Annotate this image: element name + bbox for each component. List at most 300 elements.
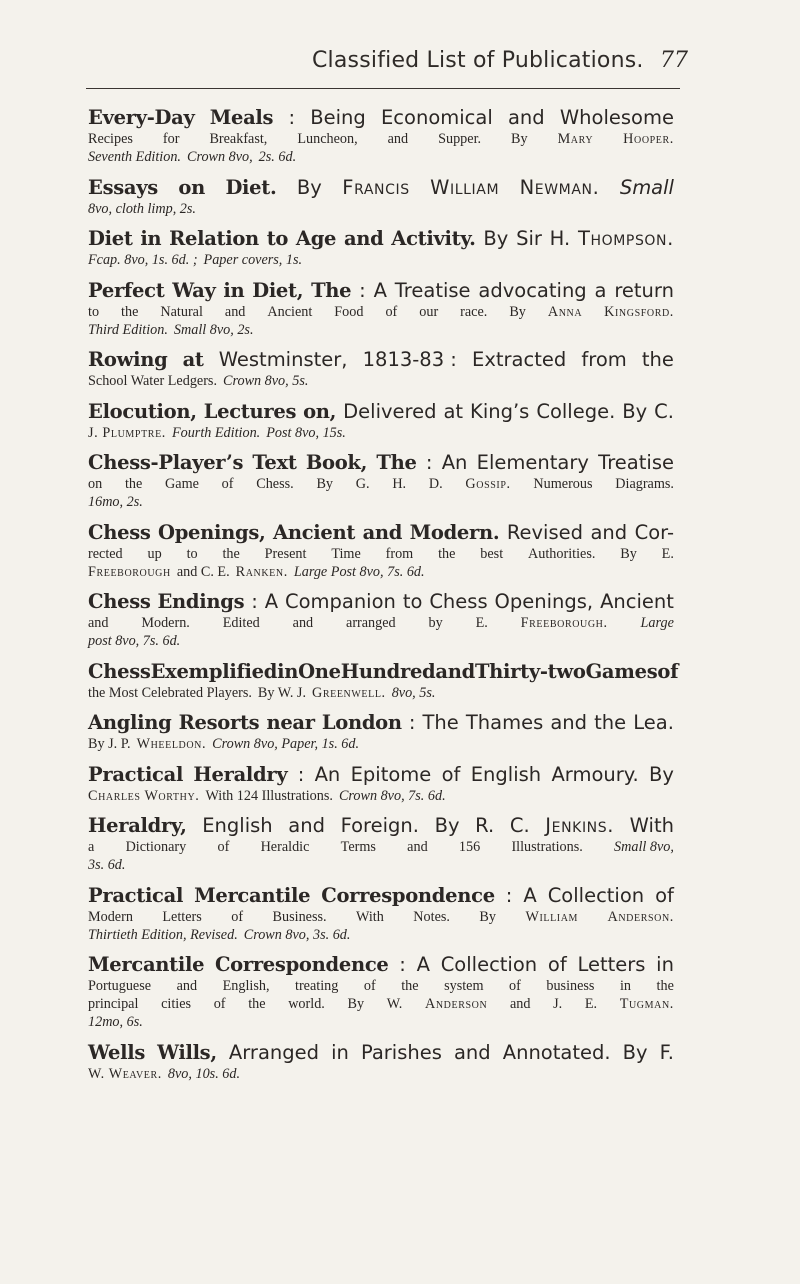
- entry-word: and: [507, 106, 545, 129]
- entry-word: F.: [659, 1040, 674, 1064]
- title-word: Diet: [88, 227, 133, 250]
- entry-word: Ranken.: [235, 563, 288, 580]
- entry-word: Sir: [516, 227, 542, 250]
- title-word: Correspondence: [321, 883, 495, 907]
- entry-word: Small: [619, 175, 674, 199]
- publication-entry: [88, 400, 674, 442]
- entry-word: Modern.: [141, 615, 190, 631]
- entry-word: Collection: [440, 953, 538, 976]
- entry-word: Thirtieth Edition, Revised.: [88, 926, 238, 943]
- entry-word: Tugman.: [619, 996, 674, 1012]
- title-word: The: [376, 451, 417, 474]
- entry-word: Collection: [547, 883, 645, 907]
- entry-word: Natural: [160, 303, 203, 320]
- entry-word: the: [248, 996, 266, 1012]
- entry-heading-line: [88, 279, 674, 303]
- entry-word: Numerous: [533, 476, 593, 492]
- entry-word: Time: [331, 545, 361, 562]
- entry-word: Hooper.: [623, 131, 674, 147]
- title-word: Every-Day: [88, 106, 195, 129]
- entry-word: Seventh Edition.: [88, 149, 181, 165]
- title-word: Lectures: [203, 399, 297, 423]
- entry-word: Crown 8vo, 5s.: [223, 373, 309, 389]
- entry-word: and: [224, 303, 246, 320]
- title-word: to: [266, 227, 289, 250]
- entry-word: Thompson.: [577, 227, 674, 250]
- entry-word: Crown 8vo,: [186, 149, 253, 165]
- entry-word: the: [438, 545, 456, 562]
- entry-word: Post 8vo, 15s.: [266, 424, 346, 441]
- entry-detail-line: [88, 838, 674, 856]
- entry-word: Jenkins.: [545, 814, 615, 837]
- entry-word: Treatise: [598, 451, 674, 474]
- entry-word: By: [434, 814, 460, 837]
- publication-entry: [88, 176, 674, 218]
- entry-word: :: [288, 106, 296, 129]
- entry-word: Fcap. 8vo, 1s. 6d. ;: [88, 252, 198, 268]
- entry-word: Authorities.: [528, 545, 596, 562]
- entry-word: 1813-83 :: [362, 348, 457, 371]
- entry-word: Crown 8vo, 3s. 6d.: [243, 926, 351, 943]
- entry-detail-line: [88, 303, 674, 321]
- entry-word: H.: [392, 476, 407, 492]
- entry-word: Illustrations.: [511, 839, 583, 855]
- entry-word: principal: [88, 996, 139, 1012]
- entry-word: English: [470, 762, 542, 786]
- entry-word: to: [88, 303, 100, 320]
- entry-word: A: [523, 883, 537, 907]
- entry-word: Anderson.: [607, 908, 674, 925]
- entry-word: and: [407, 839, 428, 855]
- entry-word: Newman.: [519, 175, 600, 199]
- title-word: Diet.: [225, 175, 277, 199]
- title-word: Perfect: [88, 278, 165, 302]
- entry-word: Food: [334, 303, 364, 320]
- entry-word: 3s. 6d.: [88, 857, 126, 873]
- running-title: Classified List of Publications.: [312, 48, 644, 73]
- entry-word: Crown 8vo, 7s. 6d.: [338, 787, 446, 804]
- entry-word: By J. P.: [88, 736, 131, 752]
- entry-word: A: [264, 590, 279, 613]
- title-word: Mercantile: [194, 883, 311, 907]
- entry-word: system: [444, 978, 484, 994]
- entry-heading-line: [88, 176, 674, 200]
- entry-word: By: [483, 227, 509, 250]
- entry-word: of: [547, 953, 567, 976]
- entry-word: By: [622, 1040, 648, 1064]
- entry-word: the: [222, 545, 240, 562]
- entry-word: Thames: [465, 711, 544, 734]
- entry-word: the: [641, 348, 674, 371]
- entry-word: of: [363, 978, 376, 994]
- entry-word: Companion: [284, 590, 396, 613]
- publication-list: [88, 106, 679, 1092]
- title-word: Activity.: [391, 227, 476, 250]
- entry-word: With: [629, 814, 674, 837]
- title-word: near: [266, 711, 315, 734]
- entry-word: Notes.: [413, 908, 450, 925]
- entry-detail-line: [88, 856, 674, 874]
- entry-word: English,: [222, 978, 270, 994]
- page-number: 77: [660, 48, 688, 73]
- entry-word: Letters: [162, 908, 202, 925]
- entry-word: for: [162, 131, 180, 147]
- entry-word: William: [430, 175, 500, 199]
- title-word: Endings: [157, 590, 245, 613]
- entry-heading-line: [88, 348, 674, 372]
- entry-word: Game: [165, 476, 199, 492]
- entry-word: King’s: [470, 399, 530, 423]
- entry-word: Kingsford.: [604, 303, 674, 320]
- entry-word: of: [441, 762, 461, 786]
- title-word: Games: [585, 659, 658, 683]
- entry-word: By: [296, 175, 322, 199]
- entry-word: Large Post 8vo, 7s. 6d.: [293, 563, 425, 580]
- entry-word: R.: [475, 814, 495, 837]
- entry-detail-line: [88, 787, 674, 805]
- publication-entry: [88, 106, 674, 166]
- entry-word: By: [649, 762, 674, 786]
- title-word: One: [298, 659, 341, 683]
- title-word: Chess: [88, 520, 151, 544]
- entry-detail-line: [88, 321, 674, 339]
- title-word: Chess: [88, 659, 151, 683]
- title-word: on,: [303, 399, 337, 423]
- entry-word: :: [425, 451, 433, 474]
- entry-word: Dictionary: [125, 839, 187, 855]
- publication-entry: [88, 884, 674, 944]
- entry-word: Freeborough.: [520, 615, 608, 631]
- entry-word: J.: [553, 996, 563, 1012]
- entry-word: School Water Ledgers.: [88, 373, 218, 389]
- entry-word: Chess: [429, 590, 488, 613]
- entry-word: Westminster,: [218, 348, 348, 371]
- entry-detail-line: [88, 251, 674, 269]
- entry-word: the: [656, 978, 674, 994]
- entry-word: from: [581, 348, 627, 371]
- entry-word: By: [479, 908, 496, 925]
- title-word: and: [343, 227, 384, 250]
- entry-word: 8vo, cloth limp, 2s.: [88, 200, 196, 217]
- entry-word: the: [594, 711, 627, 734]
- title-word: Exemplified: [150, 659, 278, 683]
- entry-word: :: [297, 762, 305, 786]
- entry-word: :: [359, 278, 366, 302]
- entry-word: Small 8vo,: [614, 839, 674, 855]
- entry-detail-line: [88, 684, 674, 702]
- title-word: and: [362, 520, 403, 544]
- title-word: Diet,: [252, 278, 304, 302]
- title-word: Elocution,: [88, 399, 197, 423]
- entry-word: the: [401, 978, 419, 994]
- title-word: Way: [172, 278, 216, 302]
- entry-detail-line: [88, 735, 674, 753]
- entry-word: post 8vo, 7s. 6d.: [88, 633, 181, 649]
- entry-word: Delivered: [343, 399, 437, 423]
- entry-word: By: [509, 303, 526, 320]
- title-word: Rowing: [88, 348, 168, 371]
- entry-word: By: [511, 131, 528, 147]
- page-header: [86, 48, 688, 84]
- entry-word: Economical: [380, 106, 493, 129]
- entry-detail-line: [88, 614, 674, 632]
- title-word: Meals: [209, 106, 274, 129]
- entry-word: and: [88, 615, 109, 631]
- publication-entry: [88, 521, 674, 581]
- entry-word: Freeborough: [88, 563, 171, 580]
- entry-heading-line: [88, 227, 674, 251]
- entry-word: Wheeldon.: [136, 736, 207, 752]
- entry-word: and: [550, 711, 588, 734]
- entry-heading-line: [88, 711, 674, 735]
- entry-word: H.: [549, 227, 571, 250]
- entry-word: Arranged: [228, 1040, 320, 1064]
- entry-word: Large: [640, 615, 674, 631]
- title-word: Wills,: [157, 1040, 217, 1064]
- entry-detail-line: [88, 475, 674, 493]
- entry-word: E.: [661, 545, 674, 562]
- publication-entry: [88, 279, 674, 339]
- entry-word: D.: [428, 476, 443, 492]
- entry-word: Diagrams.: [615, 476, 674, 492]
- entry-word: :: [505, 883, 513, 907]
- entry-word: 16mo, 2s.: [88, 494, 143, 510]
- entry-word: :: [408, 711, 416, 734]
- entry-word: Terms: [340, 839, 376, 855]
- entry-word: 156: [458, 839, 481, 855]
- entry-heading-line: [88, 590, 674, 614]
- entry-word: 12mo, 6s.: [88, 1014, 143, 1030]
- entry-word: Greenwell.: [312, 684, 386, 701]
- entry-word: business: [546, 978, 595, 994]
- entry-word: the: [124, 476, 143, 492]
- entry-word: treating: [295, 978, 339, 994]
- entry-word: C.: [654, 399, 674, 423]
- entry-word: Chess.: [256, 476, 294, 492]
- entry-heading-line: [88, 884, 674, 908]
- entry-word: Paper covers, 1s.: [203, 252, 303, 268]
- entry-word: An: [314, 762, 341, 786]
- entry-word: Supper.: [438, 131, 482, 147]
- entry-word: of: [217, 839, 230, 855]
- entry-word: Ancient: [267, 303, 313, 320]
- entry-word: to: [186, 545, 198, 562]
- entry-word: Charles Worthy.: [88, 787, 200, 804]
- entry-word: E.: [475, 615, 488, 631]
- entry-word: Mary: [557, 131, 594, 147]
- entry-word: Openings,: [494, 590, 594, 613]
- entry-word: Crown 8vo, Paper, 1s. 6d.: [212, 736, 360, 752]
- title-word: Practical: [88, 883, 184, 907]
- entry-word: best: [480, 545, 504, 562]
- entry-word: Treatise: [394, 278, 471, 302]
- entry-word: Breakfast,: [209, 131, 268, 147]
- entry-word: Heraldic: [260, 839, 310, 855]
- entry-word: of: [509, 978, 521, 994]
- title-word: Openings,: [158, 520, 266, 544]
- publication-entry: [88, 711, 674, 753]
- entry-word: By: [316, 476, 334, 492]
- entry-word: Business.: [272, 908, 327, 925]
- title-word: Age: [295, 227, 337, 250]
- entry-word: to: [402, 590, 423, 613]
- entry-word: and: [453, 1040, 491, 1064]
- entry-word: The: [422, 711, 459, 734]
- entry-detail-line: [88, 372, 674, 390]
- entry-word: With: [356, 908, 384, 925]
- title-word: in: [277, 659, 299, 683]
- entry-word: 8vo, 10s. 6d.: [167, 1065, 241, 1082]
- entry-word: Gossip.: [465, 476, 511, 492]
- entry-word: Modern: [88, 908, 133, 925]
- title-word: in: [140, 227, 162, 250]
- title-word: in: [223, 278, 245, 302]
- entry-detail-line: [88, 1013, 674, 1031]
- entry-word: of: [655, 883, 674, 907]
- title-word: Mercantile: [88, 953, 205, 976]
- entry-word: C.: [509, 814, 530, 837]
- entry-word: Being: [310, 106, 366, 129]
- entry-detail-line: [88, 632, 674, 650]
- entry-word: in: [656, 953, 674, 976]
- entry-word: W.: [386, 996, 403, 1012]
- entry-word: from: [385, 545, 414, 562]
- header-rule: [86, 88, 680, 89]
- entry-word: By: [622, 399, 648, 423]
- entry-word: in: [331, 1040, 349, 1064]
- title-word: Practical: [88, 762, 184, 786]
- entry-word: and: [292, 615, 314, 631]
- entry-heading-line: [88, 521, 674, 545]
- entry-detail-line: [88, 563, 674, 581]
- entry-word: world.: [288, 996, 325, 1012]
- title-word: Wells: [88, 1040, 146, 1064]
- entry-word: Fourth Edition.: [171, 424, 261, 441]
- title-word: London: [321, 711, 402, 734]
- entry-word: Francis: [342, 175, 410, 199]
- entry-detail-line: [88, 908, 674, 926]
- entry-heading-line: [88, 763, 674, 787]
- title-word: Thirty-two: [474, 659, 586, 683]
- entry-word: rected: [88, 545, 123, 562]
- title-word: Chess-Player’s: [88, 451, 244, 474]
- entry-heading-line: [88, 106, 674, 130]
- entry-word: and: [590, 520, 628, 544]
- entry-word: Edited: [222, 615, 260, 631]
- publication-entry: [88, 953, 674, 1031]
- entry-word: 2s. 6d.: [258, 149, 297, 165]
- entry-word: and: [509, 996, 531, 1012]
- publication-entry: [88, 451, 674, 511]
- entry-detail-line: [88, 545, 674, 563]
- entry-word: Epitome: [350, 762, 432, 786]
- title-word: Chess: [88, 590, 151, 613]
- entry-heading-line: [88, 400, 674, 424]
- title-word: Angling: [88, 711, 172, 734]
- entry-heading-line: [88, 814, 674, 838]
- entry-word: Foreign.: [340, 814, 419, 837]
- entry-word: of: [385, 303, 398, 320]
- entry-word: Lea.: [633, 711, 674, 734]
- entry-word: Parishes: [360, 1040, 442, 1064]
- title-word: Relation: [169, 227, 259, 250]
- entry-word: Annotated.: [502, 1040, 611, 1064]
- publication-entry: [88, 227, 674, 269]
- title-word: The: [311, 278, 352, 302]
- title-word: Book,: [305, 451, 368, 474]
- entry-word: J. Plumptre.: [88, 424, 166, 441]
- entry-word: cities: [161, 996, 192, 1012]
- entry-detail-line: [88, 200, 674, 218]
- entry-word: and C. E.: [176, 563, 230, 580]
- title-word: at: [182, 348, 204, 371]
- title-word: Hundred: [340, 659, 436, 683]
- entry-word: of: [231, 908, 244, 925]
- entry-word: and: [176, 978, 198, 994]
- entry-detail-line: [88, 130, 674, 148]
- entry-word: Revised: [506, 520, 584, 544]
- entry-detail-line: [88, 424, 674, 442]
- entry-word: By: [347, 996, 365, 1012]
- entry-word: William: [525, 908, 579, 925]
- entry-word: E.: [584, 996, 598, 1012]
- entry-word: Letters: [577, 953, 646, 976]
- publication-entry: [88, 659, 679, 702]
- entry-word: Anna: [547, 303, 583, 320]
- entry-word: With 124 Illustrations.: [205, 787, 333, 804]
- entry-detail-line: [88, 995, 674, 1013]
- title-word: and: [435, 659, 475, 683]
- entry-word: Luncheon,: [297, 131, 358, 147]
- entry-word: the: [121, 303, 139, 320]
- entry-word: By W. J.: [257, 684, 307, 701]
- entry-word: return: [614, 278, 674, 302]
- entry-word: and: [288, 814, 325, 837]
- title-word: Heraldry: [193, 762, 288, 786]
- entry-word: the Most Celebrated Players.: [88, 684, 252, 701]
- entry-word: Anderson: [425, 996, 488, 1012]
- title-word: Modern.: [409, 520, 500, 544]
- entry-word: at: [443, 399, 464, 423]
- entry-heading-line: [88, 659, 679, 684]
- entry-word: of: [213, 996, 226, 1012]
- publication-entry: [88, 348, 674, 390]
- entry-word: By: [620, 545, 637, 562]
- title-word: Text: [252, 451, 297, 474]
- entry-word: advocating: [478, 278, 587, 302]
- title-word: Essays: [88, 175, 158, 199]
- entry-detail-line: [88, 926, 674, 944]
- entry-word: An: [441, 451, 468, 474]
- entry-heading-line: [88, 1041, 674, 1065]
- entry-detail-line: [88, 977, 674, 995]
- publication-entry: [88, 1041, 674, 1083]
- publication-entry: [88, 814, 674, 874]
- entry-word: up: [147, 545, 162, 562]
- entry-word: :: [399, 953, 406, 976]
- entry-word: English: [202, 814, 273, 837]
- entry-word: :: [251, 590, 258, 613]
- entry-word: in: [619, 978, 632, 994]
- entry-word: Present: [264, 545, 307, 562]
- entry-word: Third Edition.: [88, 321, 168, 338]
- entry-heading-line: [88, 451, 674, 475]
- title-word: Ancient: [273, 520, 356, 544]
- entry-word: A: [373, 278, 387, 302]
- entry-word: and: [387, 131, 409, 147]
- title-word: Correspondence: [214, 953, 389, 976]
- entry-word: Cor-: [634, 520, 674, 544]
